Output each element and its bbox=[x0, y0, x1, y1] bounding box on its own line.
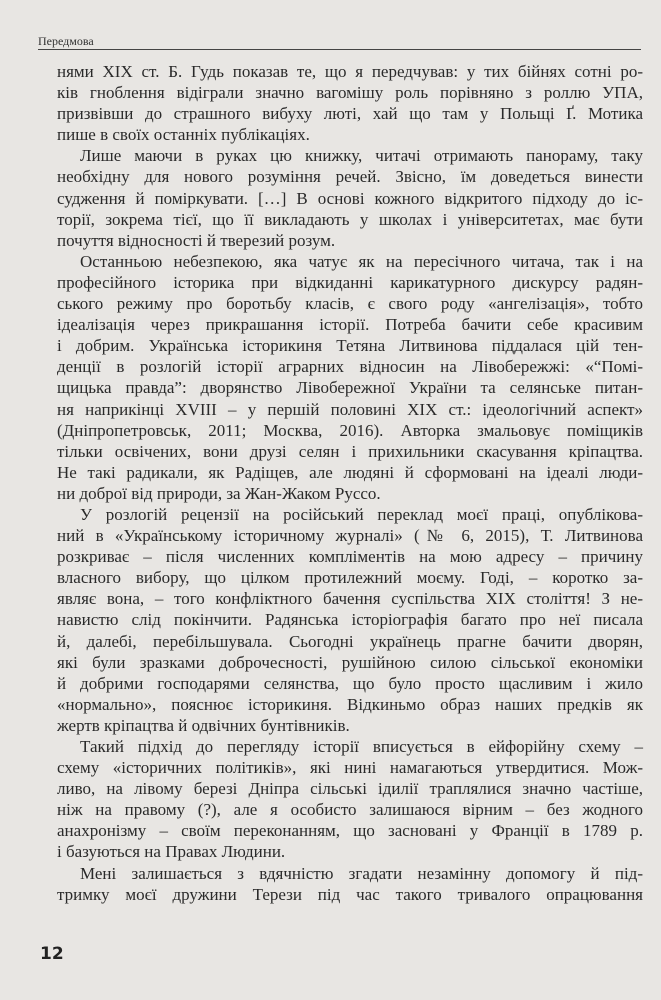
text-line: «нормально», пояснює історикиня. Відкиньмо образ наших предків як bbox=[57, 694, 643, 714]
text-line: почуття відносності й тверезий розум. bbox=[57, 230, 336, 250]
text-line: і базуються на Правах Людини. bbox=[57, 842, 286, 862]
text-line: необхідну для нового розуміння речей. Звісно, їм доведеться винести bbox=[57, 167, 643, 187]
text-line: Мені залишається з вдячністю згадати незамінну допомогу й під- bbox=[80, 863, 643, 883]
text-line: ня наприкінці XVIII – у першій половині XIX ст.: ідеологічний аспект» bbox=[57, 399, 643, 419]
running-head: Передмова bbox=[38, 35, 641, 50]
text-line: ни доброї від природи, за Жан-Жаком Руссо. bbox=[57, 483, 381, 503]
text-line: денції в розлогій історії аграрних відносин на Лівобережжі: «“Помі- bbox=[57, 357, 643, 377]
text-line: ливо, на лівому березі Дніпра сільські ідилії траплялися значно частіше, bbox=[57, 779, 643, 799]
paragraph bbox=[57, 251, 643, 504]
body-text bbox=[57, 61, 643, 905]
text-line: ний в «Українському історичному журналі» (№ 6, 2015), Т. Литвинова bbox=[57, 526, 643, 546]
paragraph bbox=[57, 145, 643, 250]
text-line: судження й поміркувати. […] В основі кожного відкритого підходу до іс- bbox=[57, 188, 643, 208]
text-line: й добрими господарями селянства, що було просто щасливим і жило bbox=[57, 673, 643, 693]
text-line: навистю слід покінчити. Радянська історіографія багато про неї писала bbox=[57, 610, 643, 630]
text-line: й, далебі, перебільшувала. Сьогодні українець прагне бачити дворян, bbox=[57, 631, 643, 651]
paragraph bbox=[57, 61, 643, 145]
text-line: схему «історичних політиків», які нині намагаються утвердитися. Мож- bbox=[57, 758, 643, 778]
text-line: тільки освічених, вони друзі селян і прихильники скасування кріпацтва. bbox=[57, 441, 643, 461]
text-line: Не такі радикали, як Радіщев, але людяні й сформовані на ідеалі люди- bbox=[57, 462, 643, 482]
page-number: 12 bbox=[40, 944, 64, 964]
text-line: ків гноблення відіграли значно вагомішу роль порівняно з роллю УПА, bbox=[57, 83, 643, 103]
paragraph bbox=[57, 504, 643, 736]
text-line: щицька правда”: дворянство Лівобережної України та селянське питан- bbox=[57, 378, 643, 398]
text-line: жертв кріпацтва й одвічних бунтівників. bbox=[57, 715, 350, 735]
text-line: власного вибору, що цілком протилежний моєму. Годі, – коротко за- bbox=[57, 568, 643, 588]
text-line: ідеалізація через прикрашання історії. Потреба бачити себе красивим bbox=[57, 315, 643, 335]
text-line: У розлогій рецензії на російський переклад моєї праці, опублікова- bbox=[80, 504, 643, 524]
text-line: ніж на правому (?), але я особисто залишаюся вірним – без жодного bbox=[57, 800, 643, 820]
text-line: анахронізму – своїм переконанням, що засновані у Франції в 1789 р. bbox=[57, 821, 643, 841]
text-line: розкриває – після численних компліментів на мою адресу – причину bbox=[57, 547, 643, 567]
paragraph bbox=[57, 863, 643, 905]
text-line: Такий підхід до перегляду історії вписується в ейфорійну схему – bbox=[80, 737, 643, 756]
paragraph bbox=[57, 736, 643, 863]
text-line: призвівши до страшного вибуху люті, хай що там у Польщі Ґ. Мотика bbox=[57, 104, 643, 124]
text-line: пише в своїх останніх публікаціях. bbox=[57, 125, 310, 145]
text-line: Лише маючи в руках цю книжку, читачі отримають панораму, таку bbox=[80, 146, 643, 166]
text-line: які були зразками доброчесності, рушійною силою сільської економіки bbox=[57, 652, 643, 672]
text-line: нями XIX ст. Б. Гудь показав те, що я передчував: у тих бійнях сотні ро- bbox=[57, 62, 643, 81]
text-line: професійного історика при відкиданні карикатурного дискурсу радян- bbox=[57, 272, 643, 292]
text-line: являє вона, – того конфліктного бачення суспільства XIX століття! З не- bbox=[57, 589, 643, 609]
text-line: (Дніпропетровськ, 2011; Москва, 2016). Авторка змальовує поміщиків bbox=[57, 420, 643, 440]
text-line: торії, зокрема тієї, що її викладають у школах і університетах, має бути bbox=[57, 209, 643, 229]
text-line: тримку моєї дружини Терези під час такого тривалого опрацювання bbox=[57, 884, 643, 904]
text-line: і добрим. Українська історикиня Тетяна Литвинова піддалася цій тен- bbox=[57, 336, 643, 356]
text-line: Останньою небезпекою, яка чатує як на пересічного читача, так і на bbox=[80, 251, 643, 271]
text-line: ського режиму про боротьбу класів, є свого роду «ангелізація», тобто bbox=[57, 294, 643, 314]
